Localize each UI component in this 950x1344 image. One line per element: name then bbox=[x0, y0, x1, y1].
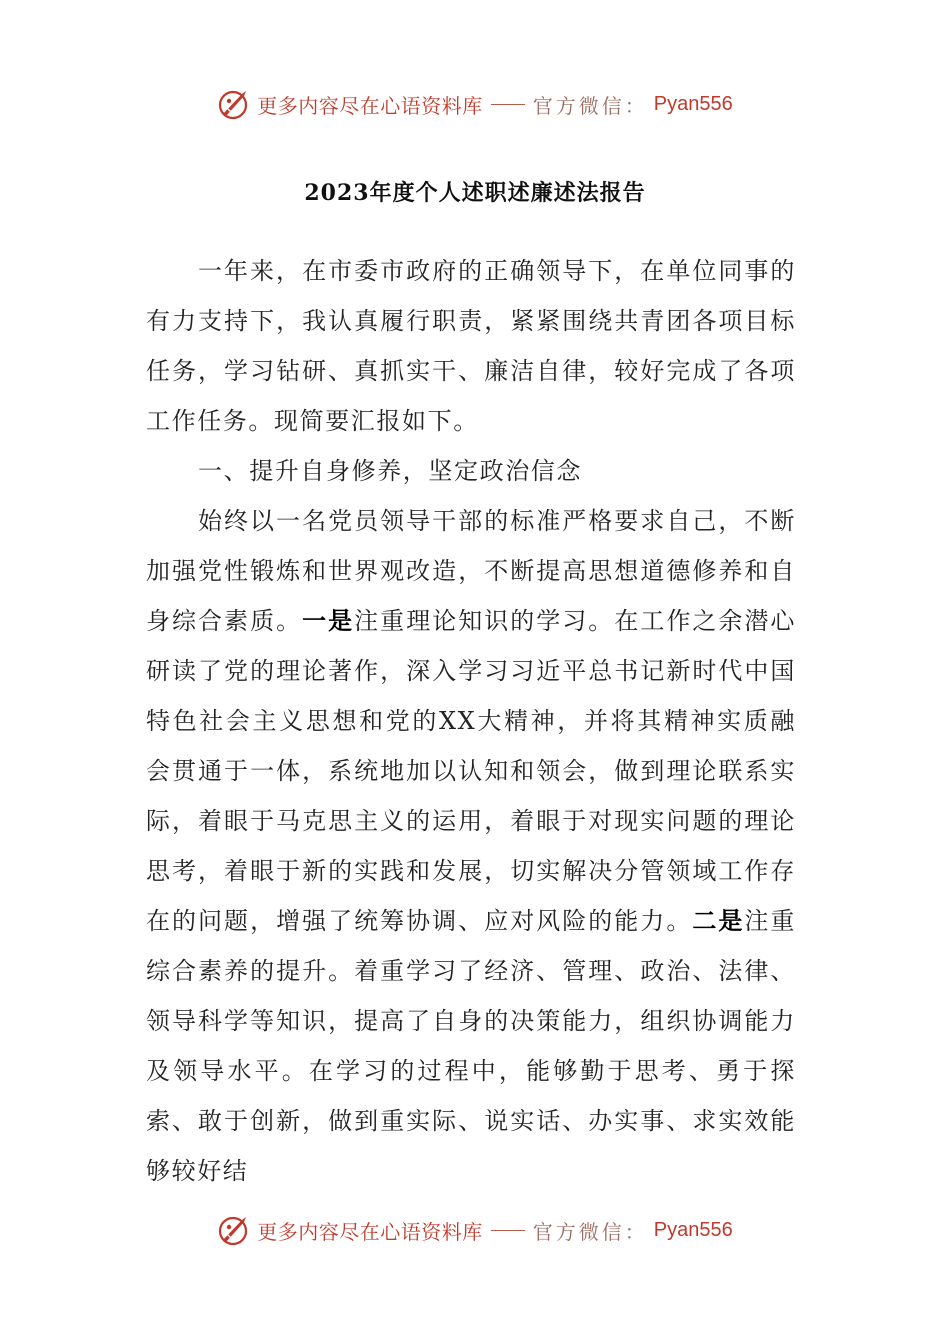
section-text-c: 注重综合素养的提升。着重学习了经济、管理、政治、法律、领导科学等知识，提高了自身的决策能力，组织协调能力及领导水平。在学习的过程中，能够勤于思考、勇于探索、敢于创新，做到重实际、说实话、办实事、求实效能够较好结 bbox=[146, 907, 797, 1185]
banner-main-text: 更多内容尽在心语资料库 bbox=[257, 1219, 483, 1244]
pen-logo-icon bbox=[217, 1213, 251, 1247]
point-marker-one: 一是 bbox=[302, 606, 355, 635]
point-marker-two: 二是 bbox=[692, 906, 745, 935]
banner-main-text: 更多内容尽在心语资料库 bbox=[257, 93, 483, 118]
banner-wechat-id: Pyan556 bbox=[653, 1218, 733, 1241]
document-title: 2023年度个人述职述廉述法报告 bbox=[304, 180, 646, 206]
banner-wechat-label: 官方微信： bbox=[532, 93, 648, 118]
banner-dash-divider bbox=[491, 1230, 525, 1231]
banner-wechat-label: 官方微信： bbox=[532, 1219, 648, 1244]
document-body bbox=[146, 246, 796, 1196]
section-heading: 一、提升自身修养，坚定政治信念 bbox=[198, 457, 582, 485]
intro-paragraph: 一年来，在市委市政府的正确领导下，在单位同事的有力支持下，我认真履行职责，紧紧围绕共青团各项目标任务，学习钻研、真抓实干、廉洁自律，较好完成了各项工作任务。现简要汇报如下。 bbox=[146, 257, 796, 435]
footer-watermark-banner bbox=[0, 1208, 950, 1252]
section-text-a: 始终以一名党员领导干部的标准严格要求自己，不断加强党性锻炼和世界观改造，不断提高思想道德修养和自身综合素质。 bbox=[146, 507, 796, 635]
section-text-b: 注重理论知识的学习。在工作之余潜心研读了党的理论著作，深入学习习近平总书记新时代中国特色社会主义思想和党的XX大精神，并将其精神实质融会贯通于一体，系统地加以认知和领会，做到理论联系实际，着眼于马克思主义的运用，着眼于对现实问题的理论思考，着眼于新的实践和发展，切实解决分管领域工作存在的问题，增强了统筹协调、应对风险的能力。 bbox=[146, 607, 797, 935]
banner-dash-divider bbox=[491, 104, 525, 105]
pen-logo-icon bbox=[217, 87, 251, 121]
header-watermark-banner bbox=[0, 82, 950, 126]
section-paragraph bbox=[146, 496, 796, 1196]
banner-wechat-id: Pyan556 bbox=[653, 92, 733, 115]
